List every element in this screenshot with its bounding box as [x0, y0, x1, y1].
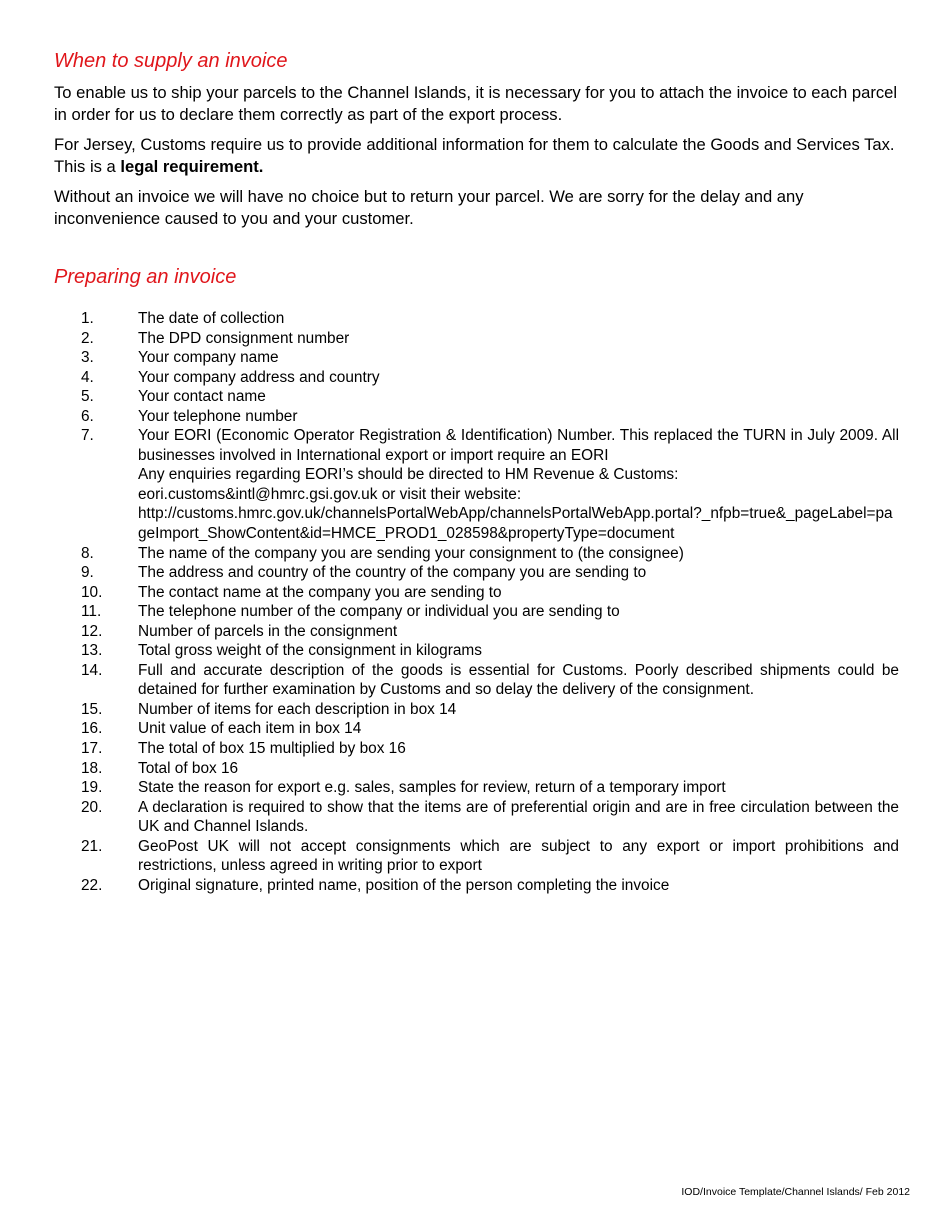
- list-item-number: 12.: [81, 622, 103, 640]
- list-item-number: 21.: [81, 837, 103, 855]
- list-item: [54, 309, 899, 329]
- list-item-number: 19.: [81, 779, 103, 797]
- list-item-number: 10.: [81, 583, 103, 601]
- list-item: [54, 426, 899, 543]
- list-item: [54, 641, 899, 661]
- hmrc-website-url: http://customs.hmrc.gov.uk/channelsPortalWebApp/channelsPortalWebApp.portal?_nfpb=true&_pageLabel=pageImport_ShowContent&id=HMCE_PROD1_028598&propertyType=document: [138, 505, 893, 543]
- list-item: [54, 348, 899, 368]
- section-heading-when: When to supply an invoice: [54, 50, 288, 72]
- list-item-text: Your EORI (Economic Operator Registration & Identification) Number. This replaced the TURN in July 2009. All businesses involved in International export or import require an EORI: [138, 427, 899, 464]
- list-item-number: 8.: [81, 544, 94, 562]
- footer-reference: IOD/Invoice Template/Channel Islands/ Feb 2012: [681, 1186, 910, 1198]
- list-item: [54, 602, 899, 622]
- list-item-text: Unit value of each item in box 14: [138, 720, 362, 738]
- paragraph-jersey-text: For Jersey, Customs require us to provide additional information for them to calculate the Goods and Services Tax. This is a: [54, 135, 895, 176]
- list-item-text: Number of items for each description in box 14: [138, 700, 457, 718]
- list-item: [54, 739, 899, 759]
- list-item: [54, 387, 899, 407]
- list-item-number: 2.: [81, 329, 94, 347]
- list-item-text: The total of box 15 multiplied by box 16: [138, 740, 406, 758]
- list-item: [54, 583, 899, 603]
- list-item-number: 13.: [81, 642, 103, 660]
- paragraph-attach-invoice: To enable us to ship your parcels to the Channel Islands, it is necessary for you to attach the invoice to each parcel in order for us to declare them correctly as part of the export process.: [54, 83, 898, 124]
- list-item-number: 5.: [81, 388, 94, 406]
- list-item-number: 3.: [81, 349, 94, 367]
- list-item-text: The name of the company you are sending your consignment to (the consignee): [138, 544, 684, 562]
- list-item-number: 20.: [81, 798, 103, 816]
- list-item: [54, 876, 899, 896]
- list-item-number: 18.: [81, 759, 103, 777]
- invoice-requirements-list: [54, 309, 899, 895]
- list-item: [54, 837, 899, 876]
- list-item-text: Number of parcels in the consignment: [138, 622, 398, 640]
- list-item-text: Total of box 16: [138, 759, 239, 777]
- list-item: [54, 759, 899, 779]
- list-item-number: 14.: [81, 661, 103, 679]
- list-item: [54, 563, 899, 583]
- list-item: [54, 700, 899, 720]
- list-item-number: 22.: [81, 876, 103, 894]
- list-item-text: Your contact name: [138, 388, 266, 406]
- paragraph-jersey-customs: [54, 134, 904, 178]
- list-item-number: 6.: [81, 407, 94, 425]
- list-item: [54, 407, 899, 427]
- list-item-text: The telephone number of the company or individual you are sending to: [138, 603, 620, 621]
- list-item-number: 1.: [81, 310, 94, 327]
- list-item-number: 11.: [81, 603, 102, 621]
- paragraph-return-parcel: Without an invoice we will have no choice but to return your parcel. We are sorry for the delay and any inconvenience caused to you and your customer.: [54, 187, 804, 228]
- list-item-text: GeoPost UK will not accept consignments which are subject to any export or import prohibitions and restrictions, unless agreed in writing prior to export: [138, 837, 899, 875]
- list-item: [54, 798, 899, 837]
- list-item-text: State the reason for export e.g. sales, samples for review, return of a temporary import: [138, 779, 726, 797]
- list-item-text: A declaration is required to show that the items are of preferential origin and are in free circulation between the UK and Channel Islands.: [138, 798, 899, 836]
- list-item-text: The date of collection: [138, 310, 285, 327]
- list-item-number: 16.: [81, 720, 103, 738]
- list-item-number: 15.: [81, 700, 103, 718]
- section-heading-preparing: Preparing an invoice: [54, 266, 237, 288]
- list-item-text: Your company name: [138, 349, 279, 367]
- list-item-number: 4.: [81, 368, 94, 386]
- list-item-text: The DPD consignment number: [138, 329, 350, 347]
- list-item: [54, 719, 899, 739]
- list-item: [54, 329, 899, 349]
- list-item: [54, 544, 899, 564]
- list-item-line2: Any enquiries regarding EORI’s should be directed to HM Revenue & Customs:: [138, 466, 679, 484]
- list-item-text: Full and accurate description of the goods is essential for Customs. Poorly described shipments could be detained for further examination by Customs and so delay the delivery of the consignment.: [138, 661, 899, 699]
- list-item-text: Your telephone number: [138, 407, 298, 425]
- list-item: [54, 368, 899, 388]
- legal-requirement-bold: legal requirement.: [120, 157, 264, 176]
- list-item-line3: eori.customs&intl@hmrc.gsi.gov.uk or visit their website:: [138, 485, 522, 503]
- list-item-number: 17.: [81, 740, 103, 758]
- list-item-text: Your company address and country: [138, 368, 380, 386]
- list-item-text: The contact name at the company you are sending to: [138, 583, 502, 601]
- list-item-number: 9.: [81, 564, 94, 582]
- list-item-text: Total gross weight of the consignment in kilograms: [138, 642, 482, 660]
- list-item: [54, 622, 899, 642]
- list-item: [54, 778, 899, 798]
- list-item-text: The address and country of the country of the company you are sending to: [138, 564, 647, 582]
- list-item-number: 7.: [81, 427, 94, 445]
- list-item-text: Original signature, printed name, position of the person completing the invoice: [138, 876, 670, 894]
- list-item: [54, 661, 899, 700]
